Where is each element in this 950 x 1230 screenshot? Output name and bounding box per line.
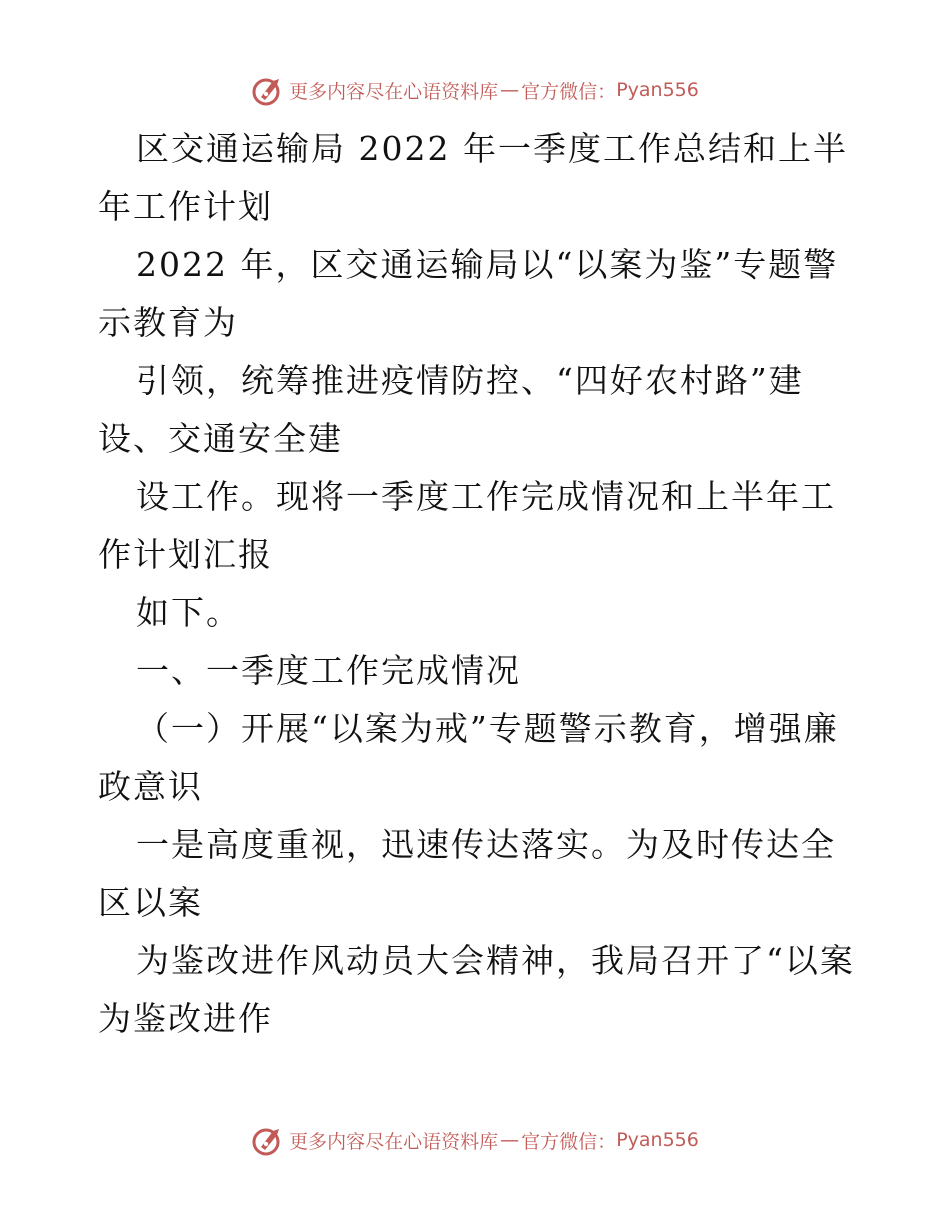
section-heading: 一、一季度工作完成情况 <box>136 651 521 690</box>
watermark-brand: 更多内容尽在心语资料库 <box>289 80 499 103</box>
paragraph: 如下。 <box>136 593 241 632</box>
watermark-wechat-label: 官方微信： <box>521 80 617 103</box>
paragraph: 为鉴改进作风动员大会精神，我局召开了“以案为鉴改进作 <box>98 941 855 1038</box>
document-body <box>98 120 858 1048</box>
watermark-wechat-id: Pyan556 <box>616 1129 699 1151</box>
paragraph: 设工作。现将一季度工作完成情况和上半年工作计划汇报 <box>98 477 836 574</box>
document-title: 区交通运输局 2022 年一季度工作总结和上半年工作计划 <box>98 129 848 226</box>
watermark-wechat-label: 官方微信： <box>521 1130 617 1153</box>
paragraph: 一是高度重视，迅速传达落实。为及时传达全区以案 <box>98 825 836 922</box>
watermark-wechat-id: Pyan556 <box>616 79 699 101</box>
pen-nib-logo-icon <box>251 1123 285 1157</box>
watermark-separator: — <box>500 1129 520 1151</box>
pen-nib-logo-icon <box>251 73 285 107</box>
paragraph: 引领，统筹推进疫情防控、“四好农村路”建设、交通安全建 <box>98 361 804 458</box>
footer-watermark <box>0 1120 950 1160</box>
subsection-heading: （一）开展“以案为戒”专题警示教育，增强廉政意识 <box>98 709 839 806</box>
paragraph: 2022 年，区交通运输局以“以案为鉴”专题警示教育为 <box>98 245 839 342</box>
header-watermark <box>0 70 950 110</box>
watermark-separator: — <box>500 79 520 101</box>
watermark-brand: 更多内容尽在心语资料库 <box>289 1130 499 1153</box>
